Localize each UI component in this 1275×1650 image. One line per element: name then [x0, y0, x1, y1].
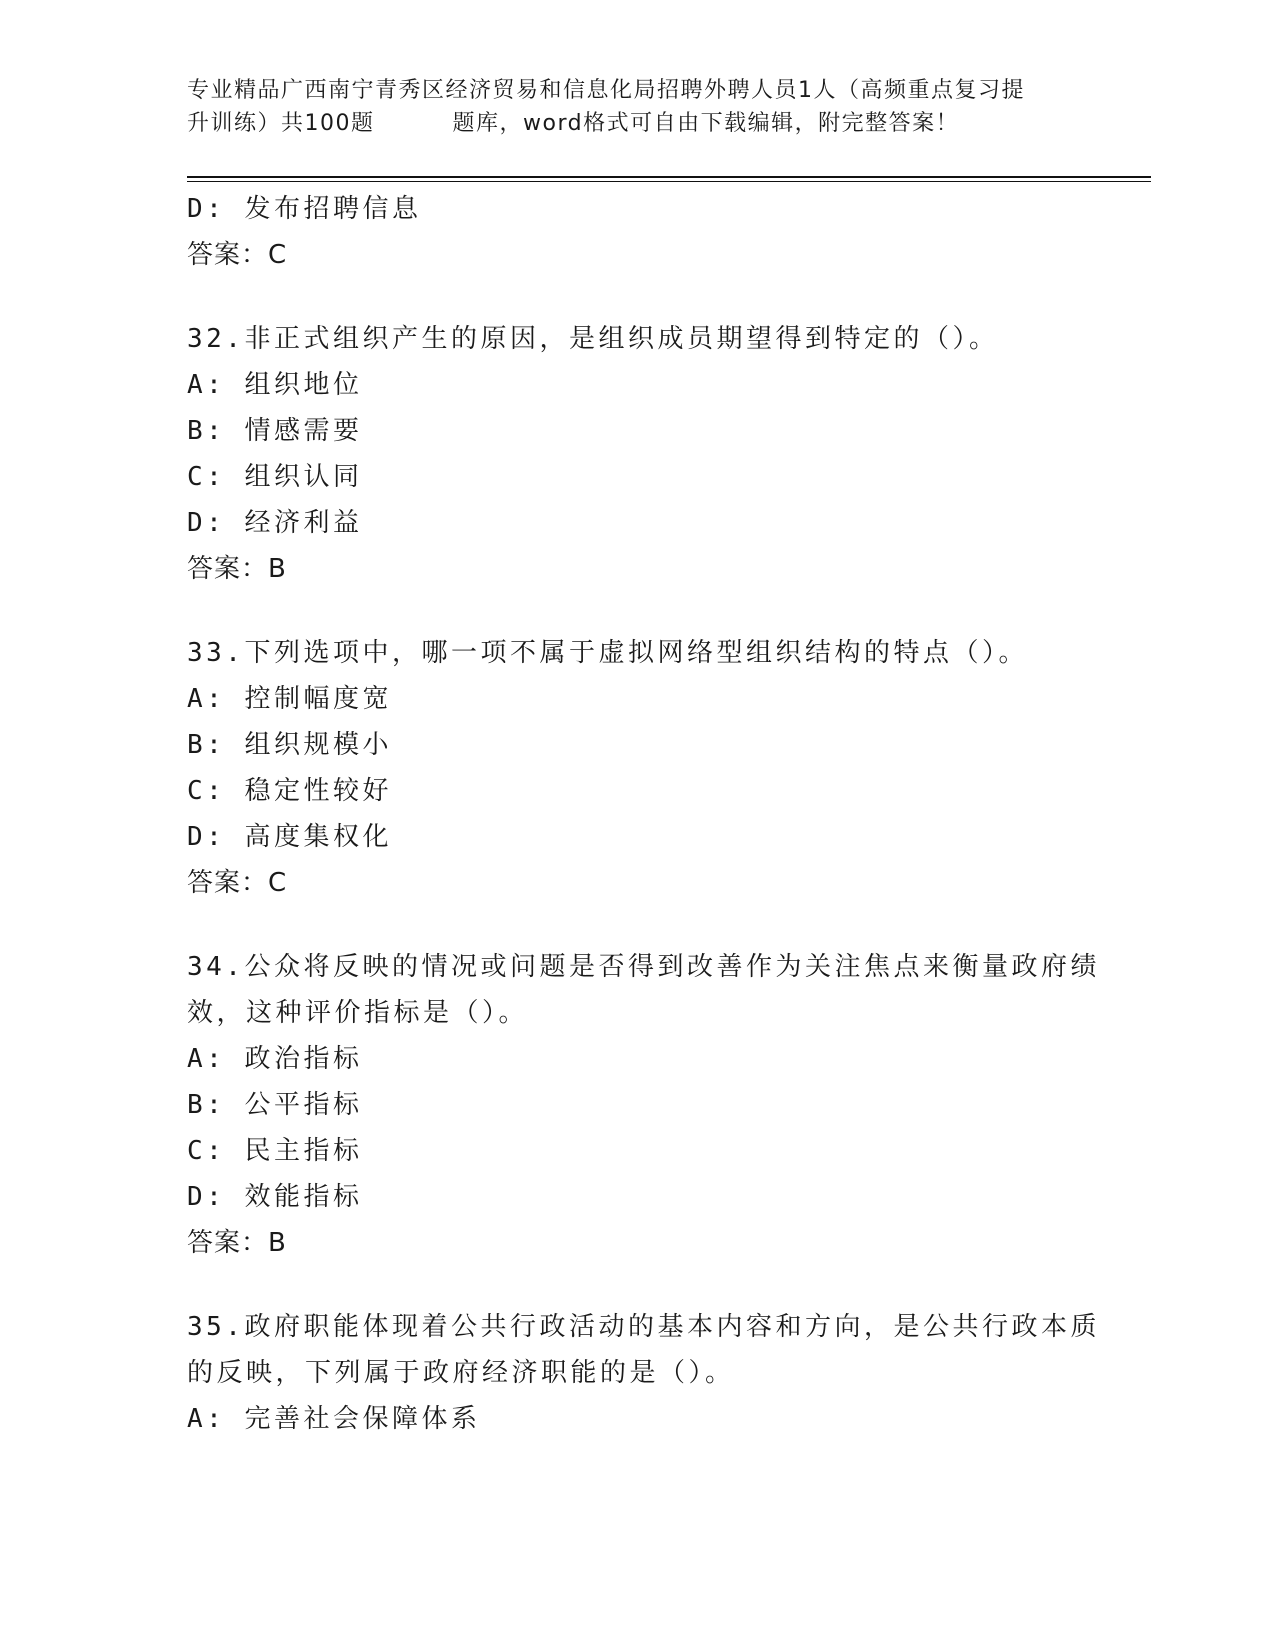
option-c: C: 民主指标	[187, 1136, 363, 1166]
question-stem: 34.公众将反映的情况或问题是否得到改善作为关注焦点来衡量政府绩	[187, 952, 1100, 982]
option-d: D: 经济利益	[187, 508, 363, 538]
answer-line: 答案：B	[187, 1228, 287, 1258]
question-33	[187, 630, 1087, 906]
question-list	[187, 186, 1100, 1442]
option-b: B: 公平指标	[187, 1090, 363, 1120]
header-divider-thin	[187, 181, 1151, 182]
header-title-part-a: 升训练）共100题	[187, 111, 375, 136]
question-stem: 32.非正式组织产生的原因，是组织成员期望得到特定的（）。	[187, 324, 999, 354]
option-b: B: 情感需要	[187, 416, 363, 446]
question-stem: 33.下列选项中，哪一项不属于虚拟网络型组织结构的特点（）。	[187, 638, 1028, 668]
option-d: D: 发布招聘信息	[187, 194, 422, 224]
header-title-part-b: 题库，word格式可自由下载编辑，附完整答案！	[452, 111, 960, 136]
option-a: A: 控制幅度宽	[187, 684, 392, 714]
option-c: C: 组织认同	[187, 462, 363, 492]
question-stem-continued: 效，这种评价指标是（）。	[187, 998, 529, 1028]
question-35	[187, 1304, 1100, 1442]
question-34	[187, 944, 1100, 1266]
option-a: A: 组织地位	[187, 370, 363, 400]
answer-line: 答案：C	[187, 868, 288, 898]
option-b: B: 组织规模小	[187, 730, 392, 760]
answer-line: 答案：C	[187, 240, 288, 270]
option-d: D: 高度集权化	[187, 822, 392, 852]
option-c: C: 稳定性较好	[187, 776, 392, 806]
answer-line: 答案：B	[187, 554, 287, 584]
header-title-line-1: 专业精品广西南宁青秀区经济贸易和信息化局招聘外聘人员1人（高频重点复习提	[187, 78, 1025, 103]
question-stem-continued: 的反映，下列属于政府经济职能的是（）。	[187, 1358, 735, 1388]
question-31-tail	[187, 186, 1087, 278]
header-divider-thick	[187, 176, 1151, 178]
header-title-line-2	[187, 107, 1087, 140]
question-32	[187, 316, 1087, 592]
option-a: A: 完善社会保障体系	[187, 1404, 481, 1434]
option-d: D: 效能指标	[187, 1182, 363, 1212]
option-a: A: 政治指标	[187, 1044, 363, 1074]
document-header	[187, 74, 1087, 140]
question-stem: 35.政府职能体现着公共行政活动的基本内容和方向，是公共行政本质	[187, 1312, 1100, 1342]
